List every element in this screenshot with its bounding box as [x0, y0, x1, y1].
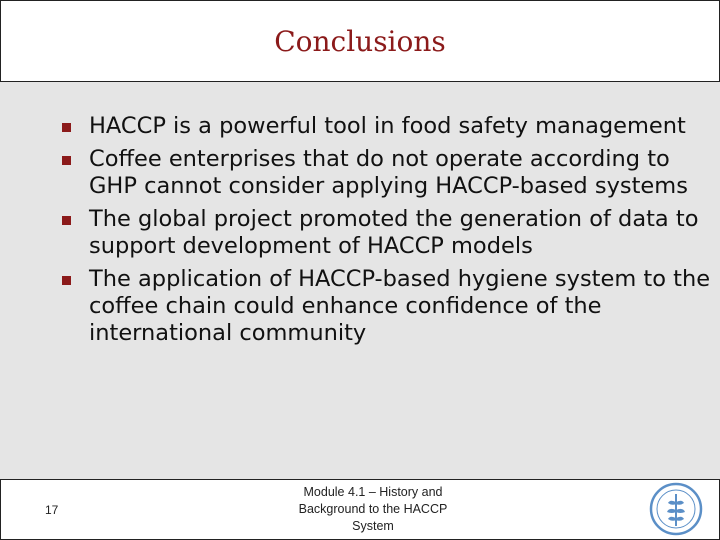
bullet-text: Coffee enterprises that do not operate according to GHP cannot consider applying HACCP-based systems	[89, 146, 688, 199]
slide-content	[62, 113, 712, 353]
slide-title-bar	[0, 0, 720, 82]
square-bullet-icon	[62, 156, 71, 165]
square-bullet-icon	[62, 216, 71, 225]
module-caption-line: System	[352, 519, 394, 533]
slide-footer	[0, 479, 720, 540]
slide-title: Conclusions	[274, 25, 446, 58]
bullet-text: The global project promoted the generation of data to support development of HACCP models	[89, 206, 699, 259]
bullet-text: HACCP is a powerful tool in food safety management	[89, 113, 686, 139]
module-caption-line: Background to the HACCP	[298, 502, 448, 516]
module-caption	[273, 484, 473, 535]
bullet-item	[62, 146, 712, 200]
bullet-item	[62, 113, 712, 140]
square-bullet-icon	[62, 276, 71, 285]
bullet-text: The application of HACCP-based hygiene system to the coffee chain could enhance confidence of the international community	[89, 266, 711, 346]
fao-logo-icon	[649, 482, 703, 536]
square-bullet-icon	[62, 123, 71, 132]
bullet-item	[62, 206, 712, 260]
bullet-item	[62, 266, 712, 347]
module-caption-line: Module 4.1 – History and	[303, 485, 443, 499]
page-number: 17	[45, 503, 59, 517]
